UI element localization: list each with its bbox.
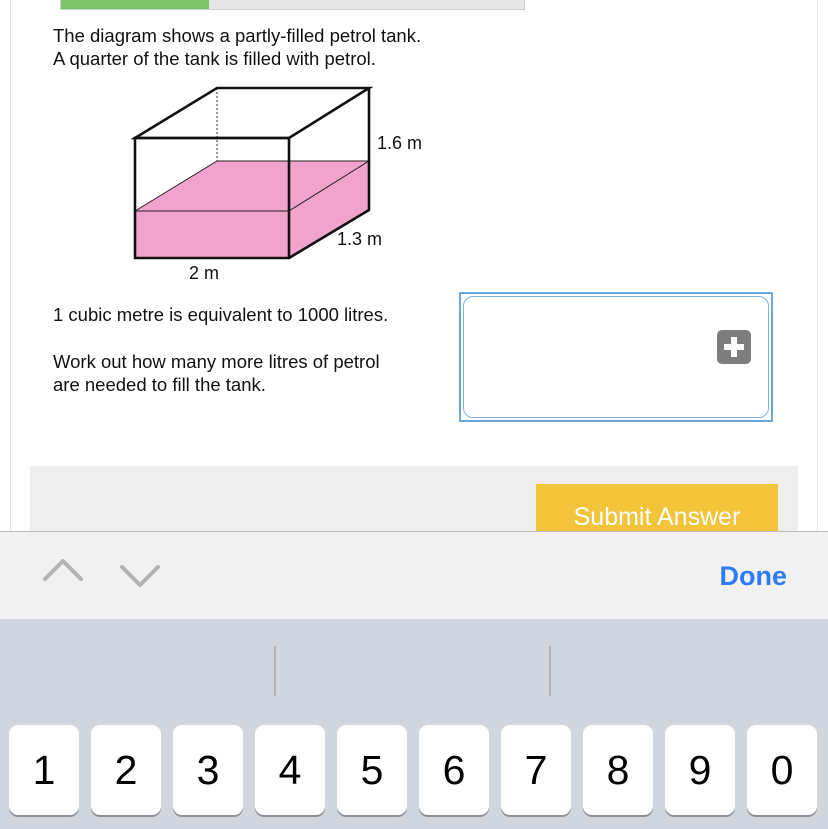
question-line-1: The diagram shows a partly-filled petrol tank. <box>53 25 422 46</box>
submit-answer-button[interactable]: Submit Answer <box>536 484 778 532</box>
answer-input[interactable] <box>459 292 773 422</box>
prompt-line-1: Work out how many more litres of petrol <box>53 351 380 372</box>
progress-bar <box>60 0 525 10</box>
key-8[interactable]: 8 <box>583 725 653 815</box>
key-5[interactable]: 5 <box>337 725 407 815</box>
suggestion-divider <box>549 646 551 696</box>
page-border-left <box>10 0 11 532</box>
petrol-tank-diagram <box>120 80 450 290</box>
conversion-fact: 1 cubic metre is equivalent to 1000 litres. <box>53 304 389 325</box>
petrol-front-face <box>135 211 289 258</box>
width-label: 2 m <box>189 263 220 283</box>
height-label: 1.6 m <box>377 133 423 153</box>
key-2[interactable]: 2 <box>91 725 161 815</box>
suggestion-divider <box>274 646 276 696</box>
key-7[interactable]: 7 <box>501 725 571 815</box>
progress-bar-fill <box>61 0 209 9</box>
key-9[interactable]: 9 <box>665 725 735 815</box>
key-0[interactable]: 0 <box>747 725 817 815</box>
chevron-up-icon[interactable] <box>42 556 84 582</box>
numeric-keyboard <box>0 619 828 829</box>
tank-top-face <box>135 88 369 138</box>
keyboard-accessory-bar <box>0 531 828 619</box>
key-3[interactable]: 3 <box>173 725 243 815</box>
plus-square-icon[interactable] <box>717 330 751 364</box>
chevron-down-icon[interactable] <box>119 564 161 590</box>
key-6[interactable]: 6 <box>419 725 489 815</box>
page-border-right <box>817 0 818 532</box>
depth-label: 1.3 m <box>337 229 383 249</box>
key-1[interactable]: 1 <box>9 725 79 815</box>
key-4[interactable]: 4 <box>255 725 325 815</box>
done-button[interactable]: Done <box>719 561 787 591</box>
prompt-line-2: are needed to fill the tank. <box>53 374 266 395</box>
question-line-2: A quarter of the tank is filled with petrol. <box>53 48 376 69</box>
